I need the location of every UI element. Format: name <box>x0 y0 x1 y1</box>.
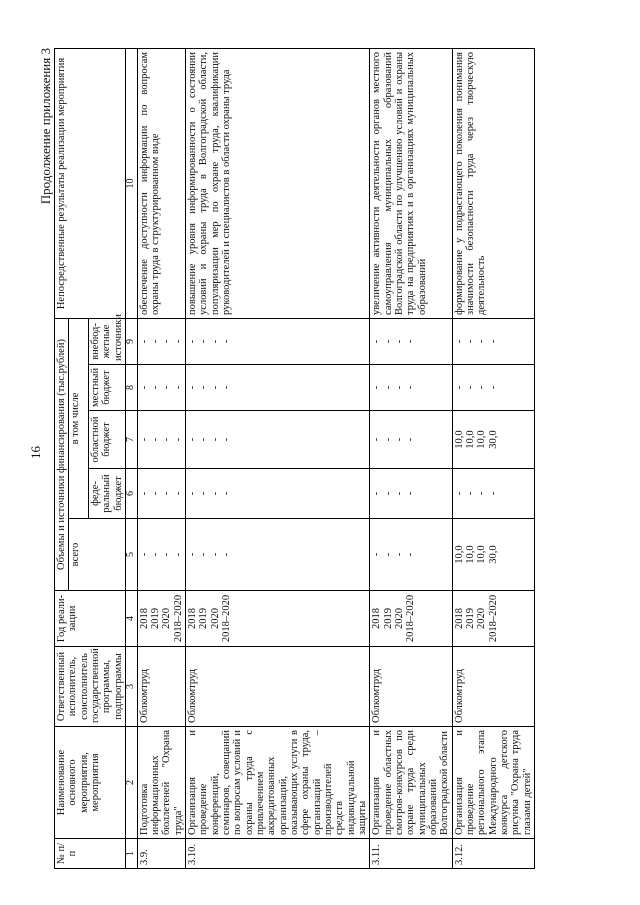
regional-value: - <box>371 437 383 442</box>
table-row <box>452 48 534 868</box>
extrabudget-value: - <box>371 339 383 344</box>
activity-name: Подготовка информационных бюллетеней "Охрана труда" <box>137 727 185 839</box>
table-row <box>186 48 370 868</box>
continuation-caption: Продолжение приложения 3 <box>38 48 53 205</box>
extrabudget-value: - <box>150 339 162 344</box>
column-number: 10 <box>125 48 137 318</box>
total-values <box>137 519 185 591</box>
extrabudget-values <box>186 318 370 364</box>
column-number: 4 <box>125 591 137 647</box>
total-value: - <box>371 552 383 557</box>
local-value: - <box>382 385 394 390</box>
year-value: 2018 <box>371 608 383 629</box>
total-value: - <box>161 552 173 557</box>
activity-result: повышение уровня информированности о состоянии условий и охраны труда в Волгоградской области, популяризации мер по охране труда, квалификации руководителей и специалистов в области охраны труда <box>186 48 370 318</box>
row-number: 3.9. <box>137 839 185 869</box>
activity-result: формирование у подрастающего поколения понимания значимости безопасности труда через творческую деятельность <box>452 48 534 318</box>
executor-name: Облкомтруд <box>452 647 534 727</box>
column-number: 9 <box>125 318 137 364</box>
program-activities-table <box>54 48 535 869</box>
extrabudget-value: - <box>393 339 405 344</box>
regional-value: - <box>172 437 184 442</box>
year-value: 2018–2020 <box>221 594 233 643</box>
header-executor: Ответственный исполнитель, соисполнитель государственной программы, подпрограммы <box>55 647 126 727</box>
extrabudget-value: - <box>221 339 233 344</box>
total-value: - <box>138 552 150 557</box>
table-row <box>137 48 185 868</box>
local-value: - <box>487 385 499 390</box>
total-value: - <box>382 552 394 557</box>
extrabudget-value: - <box>187 339 199 344</box>
column-number: 8 <box>125 365 137 411</box>
extrabudget-value: - <box>138 339 150 344</box>
regional-value: 10,0 <box>464 430 476 449</box>
activity-result: увеличение активности деятельности органов местного самоуправления муниципальных образований Волгоградской области по улучшению условий и охраны труда на предприятиях и в организациях муниципальных образований <box>370 48 452 318</box>
executor-name: Облкомтруд <box>186 647 370 727</box>
year-list <box>137 591 185 647</box>
activity-name: Организация и проведение конференций, семинаров, совещаний по вопросам условий и охраны труда с привлечением аккредитованных организаций, оказывающих услуги в сфере охраны труда, организаций – производителей средств индивидуальной защиты <box>186 727 370 839</box>
total-value: - <box>198 552 210 557</box>
local-value: - <box>405 385 417 390</box>
regional-value: 10,0 <box>476 430 488 449</box>
header-row-1 <box>55 48 69 868</box>
federal-value: - <box>187 491 199 496</box>
total-value: 10,0 <box>453 545 465 564</box>
extrabudget-values <box>452 318 534 364</box>
regional-value: - <box>393 437 405 442</box>
total-value: - <box>405 552 417 557</box>
local-value: - <box>138 385 150 390</box>
activity-name: Организация и проведение областных смотров-конкурсов по охране труда среди муниципальных образований Волгоградской области <box>370 727 452 839</box>
header-finance: Объемы и источники финансирования (тыс.рублей) <box>55 318 69 590</box>
header-federal: феде-ральный бюджет <box>88 469 125 519</box>
regional-value: - <box>150 437 162 442</box>
federal-value: - <box>371 491 383 496</box>
regional-value: - <box>161 437 173 442</box>
federal-values <box>137 469 185 519</box>
header-total: всего <box>69 519 126 591</box>
year-value: 2019 <box>382 608 394 629</box>
year-value: 2020 <box>393 608 405 629</box>
activity-result: обеспечение доступности информации по вопросам охраны труда в структурированном виде <box>137 48 185 318</box>
column-numbers-row <box>125 48 137 868</box>
year-list <box>370 591 452 647</box>
row-number: 3.10. <box>186 839 370 869</box>
extrabudget-value: - <box>453 339 465 344</box>
extrabudget-values <box>137 318 185 364</box>
federal-value: - <box>487 491 499 496</box>
table-row <box>370 48 452 868</box>
extrabudget-value: - <box>172 339 184 344</box>
federal-value: - <box>405 491 417 496</box>
regional-value: 30,0 <box>487 430 499 449</box>
header-year: Год реали-зации <box>55 591 126 647</box>
federal-value: - <box>221 491 233 496</box>
federal-value: - <box>209 491 221 496</box>
row-number: 3.12. <box>452 839 534 869</box>
local-value: - <box>221 385 233 390</box>
federal-value: - <box>393 491 405 496</box>
regional-values <box>452 411 534 469</box>
federal-value: - <box>198 491 210 496</box>
total-value: - <box>150 552 162 557</box>
local-value: - <box>393 385 405 390</box>
local-values <box>370 365 452 411</box>
column-number: 7 <box>125 411 137 469</box>
federal-value: - <box>161 491 173 496</box>
federal-values <box>186 469 370 519</box>
extrabudget-values <box>370 318 452 364</box>
total-value: - <box>209 552 221 557</box>
total-values <box>186 519 370 591</box>
local-value: - <box>187 385 199 390</box>
federal-value: - <box>138 491 150 496</box>
total-value: 10,0 <box>476 545 488 564</box>
year-value: 2019 <box>150 608 162 629</box>
executor-name: Облкомтруд <box>137 647 185 727</box>
total-value: 10,0 <box>464 545 476 564</box>
total-value: - <box>393 552 405 557</box>
total-value: - <box>187 552 199 557</box>
federal-value: - <box>464 491 476 496</box>
column-number: 3 <box>125 647 137 727</box>
federal-value: - <box>150 491 162 496</box>
year-value: 2020 <box>209 608 221 629</box>
extrabudget-value: - <box>161 339 173 344</box>
local-value: - <box>464 385 476 390</box>
local-value: - <box>161 385 173 390</box>
extrabudget-value: - <box>405 339 417 344</box>
federal-values <box>370 469 452 519</box>
year-value: 2018–2020 <box>487 594 499 643</box>
local-value: - <box>209 385 221 390</box>
total-values <box>370 519 452 591</box>
page-number: 16 <box>28 446 43 459</box>
total-value: - <box>172 552 184 557</box>
year-value: 2018 <box>138 608 150 629</box>
row-number: 3.11. <box>370 839 452 869</box>
regional-value: - <box>382 437 394 442</box>
year-list <box>186 591 370 647</box>
local-values <box>186 365 370 411</box>
year-value: 2018 <box>453 608 465 629</box>
local-value: - <box>172 385 184 390</box>
extrabudget-value: - <box>198 339 210 344</box>
federal-value: - <box>453 491 465 496</box>
extrabudget-value: - <box>382 339 394 344</box>
extrabudget-value: - <box>476 339 488 344</box>
table-body <box>137 48 534 868</box>
header-results: Непосредственные результаты реализации мероприятия <box>55 48 126 318</box>
local-value: - <box>476 385 488 390</box>
federal-value: - <box>172 491 184 496</box>
total-value: - <box>221 552 233 557</box>
year-value: 2018–2020 <box>172 594 184 643</box>
local-values <box>137 365 185 411</box>
year-value: 2020 <box>161 608 173 629</box>
regional-value: - <box>138 437 150 442</box>
activity-name: Организация и проведение регионального этапа Международного конкурса детского рисунка "Охрана труда глазами детей" <box>452 727 534 839</box>
regional-value: - <box>187 437 199 442</box>
federal-values <box>452 469 534 519</box>
federal-value: - <box>476 491 488 496</box>
regional-value: - <box>405 437 417 442</box>
local-value: - <box>453 385 465 390</box>
extrabudget-value: - <box>209 339 221 344</box>
executor-name: Облкомтруд <box>370 647 452 727</box>
year-value: 2019 <box>464 608 476 629</box>
regional-values <box>137 411 185 469</box>
year-value: 2018 <box>187 608 199 629</box>
local-values <box>452 365 534 411</box>
regional-value: 10,0 <box>453 430 465 449</box>
header-num: № п/п <box>55 839 126 869</box>
header-including: в том числе <box>69 318 89 518</box>
header-name: Наименование основного мероприятия, мероприятия <box>55 727 126 839</box>
header-extrabudget: внебюд-жетные источники <box>88 318 125 364</box>
header-regional: областной бюджет <box>88 411 125 469</box>
column-number: 2 <box>125 727 137 839</box>
local-value: - <box>150 385 162 390</box>
regional-value: - <box>209 437 221 442</box>
total-values <box>452 519 534 591</box>
year-value: 2020 <box>476 608 488 629</box>
year-value: 2018–2020 <box>405 594 417 643</box>
year-value: 2019 <box>198 608 210 629</box>
regional-value: - <box>198 437 210 442</box>
total-value: 30,0 <box>487 545 499 564</box>
federal-value: - <box>382 491 394 496</box>
header-local: местный бюджет <box>88 365 125 411</box>
regional-values <box>186 411 370 469</box>
regional-values <box>370 411 452 469</box>
extrabudget-value: - <box>464 339 476 344</box>
column-number: 5 <box>125 519 137 591</box>
local-value: - <box>198 385 210 390</box>
extrabudget-value: - <box>487 339 499 344</box>
regional-value: - <box>221 437 233 442</box>
column-number: 1 <box>125 839 137 869</box>
column-number: 6 <box>125 469 137 519</box>
local-value: - <box>371 385 383 390</box>
year-list <box>452 591 534 647</box>
